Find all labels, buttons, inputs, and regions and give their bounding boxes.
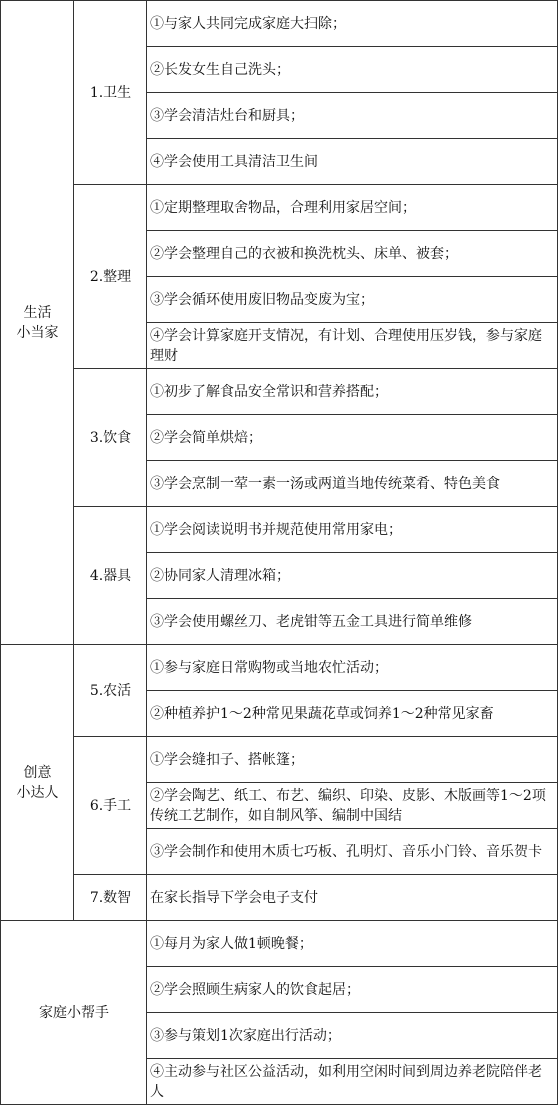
item-cell: ①学会缝扣子、搭帐篷；	[147, 737, 558, 783]
subcategory-cell: 3.饮食	[74, 369, 147, 507]
item-cell: ①初步了解食品安全常识和营养搭配；	[147, 369, 558, 415]
item-cell: ③参与策划1次家庭出行活动；	[147, 1013, 558, 1059]
item-cell: 在家长指导下学会电子支付	[147, 875, 558, 921]
category-cell-creative	[1, 645, 74, 921]
item-cell: ③学会使用螺丝刀、老虎钳等五金工具进行简单维修	[147, 599, 558, 645]
subcategory-cell: 6.手工	[74, 737, 147, 875]
table-row	[1, 369, 558, 415]
subcategory-cell: 5.农活	[74, 645, 147, 737]
item-cell: ③学会烹制一荤一素一汤或两道当地传统菜肴、特色美食	[147, 461, 558, 507]
item-cell: ②学会简单烘焙；	[147, 415, 558, 461]
category-cell-helper	[1, 921, 147, 1105]
item-cell: ③学会循环使用废旧物品变废为宝；	[147, 277, 558, 323]
table-row	[1, 645, 558, 691]
item-cell: ④学会使用工具清洁卫生间	[147, 139, 558, 185]
item-cell: ①参与家庭日常购物或当地农忙活动；	[147, 645, 558, 691]
item-cell: ②协同家人清理冰箱；	[147, 553, 558, 599]
item-cell: ①与家人共同完成家庭大扫除；	[147, 1, 558, 47]
item-cell: ③学会清洁灶台和厨具；	[147, 93, 558, 139]
item-cell: ②长发女生自己洗头；	[147, 47, 558, 93]
table-row	[1, 185, 558, 231]
category-label-line: 家庭小帮手	[39, 1004, 109, 1021]
category-label-line: 生活	[23, 304, 52, 321]
category-label-line: 小达人	[16, 784, 59, 801]
subcategory-cell: 1.卫生	[74, 1, 147, 185]
item-cell: ④学会计算家庭开支情况，有计划、合理使用压岁钱，参与家庭理财	[147, 323, 558, 369]
category-cell-life	[1, 1, 74, 645]
item-cell: ④主动参与社区公益活动，如利用空闲时间到周边养老院陪伴老人	[147, 1059, 558, 1105]
table-row	[1, 921, 558, 967]
item-cell: ①每月为家人做1顿晚餐；	[147, 921, 558, 967]
table-row	[1, 1, 558, 47]
subcategory-cell: 2.整理	[74, 185, 147, 369]
subcategory-cell: 4.器具	[74, 507, 147, 645]
item-cell: ①定期整理取舍物品，合理利用家居空间；	[147, 185, 558, 231]
item-cell: ②学会照顾生病家人的饮食起居；	[147, 967, 558, 1013]
item-cell: ②种植养护1～2种常见果蔬花草或饲养1～2种常见家畜	[147, 691, 558, 737]
item-cell: ②学会陶艺、纸工、布艺、编织、印染、皮影、木版画等1～2项传统工艺制作，如自制风筝、编制中国结	[147, 783, 558, 829]
subcategory-cell: 7.数智	[74, 875, 147, 921]
item-cell: ②学会整理自己的衣被和换洗枕头、床单、被套；	[147, 231, 558, 277]
item-cell: ③学会制作和使用木质七巧板、孔明灯、音乐小门铃、音乐贺卡	[147, 829, 558, 875]
category-label-line: 小当家	[16, 324, 59, 341]
table-row	[1, 737, 558, 783]
table-row	[1, 875, 558, 921]
table-row	[1, 507, 558, 553]
item-cell: ①学会阅读说明书并规范使用常用家电；	[147, 507, 558, 553]
category-label-line: 创意	[23, 764, 52, 781]
